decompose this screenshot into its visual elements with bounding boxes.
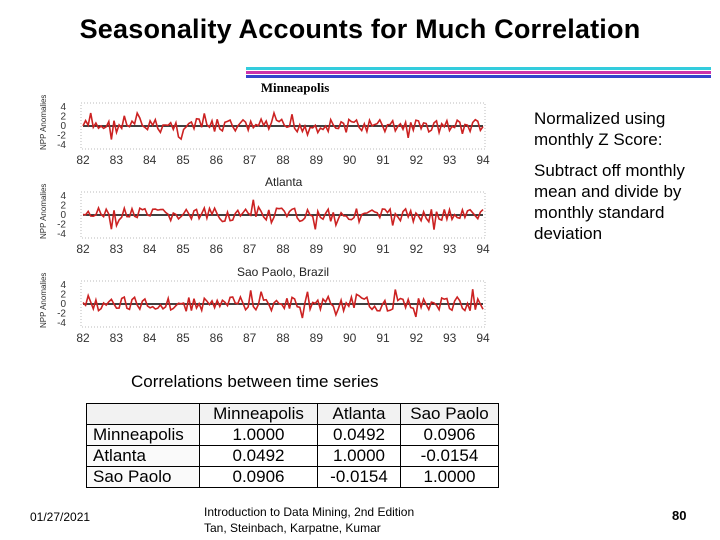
x-tick-label: 84 (142, 153, 157, 167)
x-tick-label: 89 (309, 242, 324, 256)
x-tick-label: 86 (209, 153, 224, 167)
panel-title-sao-paolo: Sao Paolo, Brazil (237, 265, 330, 279)
correlation-caption: Correlations between time series (131, 372, 379, 391)
x-tick-label: 88 (276, 331, 290, 345)
x-tick-label: 89 (309, 153, 324, 167)
x-tick-label: 85 (176, 153, 190, 167)
x-tick-label: 82 (76, 331, 90, 345)
footer-book-info (204, 504, 414, 536)
x-tick-label: 94 (476, 153, 490, 167)
title-rule-magenta (246, 71, 711, 74)
table-cell: -0.0154 (318, 467, 401, 488)
y-tick-label: -2 (57, 308, 66, 320)
normalization-note: Normalized using monthly Z Score: (534, 109, 666, 149)
time-series-plots (36, 95, 506, 350)
x-tick-label: 83 (109, 153, 124, 167)
y-tick-label: 0 (60, 121, 66, 132)
footer-book-authors: Tan, Steinbach, Karpatne, Kumar (204, 521, 381, 535)
title-rule-cyan (246, 67, 711, 70)
table-corner-cell (87, 404, 200, 425)
y-tick-label: -2 (57, 219, 66, 231)
y-tick-label: 4 (60, 102, 66, 113)
table-cell: 1.0000 (200, 425, 318, 446)
panel-title-atlanta: Atlanta (265, 175, 303, 189)
x-tick-label: 85 (176, 331, 190, 345)
x-tick-label: 83 (109, 331, 124, 345)
x-tick-label: 85 (176, 242, 190, 256)
x-tick-label: 94 (476, 331, 490, 345)
column-header: Sao Paolo (401, 404, 499, 425)
x-tick-label: 92 (409, 153, 424, 167)
normalization-method: Subtract off monthly mean and divide by monthly standard deviation (534, 161, 685, 243)
y-tick-label: -4 (57, 318, 66, 329)
footer-book-title: Introduction to Data Mining, 2nd Edition (204, 505, 415, 519)
y-tick-label: 2 (60, 289, 66, 301)
table-row (87, 467, 499, 488)
x-tick-label: 87 (242, 153, 257, 167)
x-tick-label: 88 (276, 153, 290, 167)
x-tick-label: 91 (376, 242, 390, 256)
y-tick-label: 0 (60, 299, 66, 310)
panel-title-minneapolis: Minneapolis (260, 80, 330, 95)
x-tick-label: 93 (442, 153, 457, 167)
page-number: 80 (672, 508, 687, 523)
x-tick-label: 93 (442, 331, 457, 345)
table-cell: 0.0492 (200, 446, 318, 467)
x-tick-label: 82 (76, 153, 90, 167)
title-rule-blue (246, 75, 711, 78)
x-tick-label: 83 (109, 242, 124, 256)
row-header: Minneapolis (87, 425, 200, 446)
y-axis-label: NPP Anomalies (39, 183, 48, 239)
y-tick-label: 0 (60, 210, 66, 221)
x-tick-label: 89 (309, 331, 324, 345)
footer-date: 01/27/2021 (30, 510, 91, 524)
x-tick-label: 82 (76, 242, 90, 256)
y-tick-label: -2 (57, 130, 66, 142)
row-header: Atlanta (87, 446, 200, 467)
slide-title: Seasonality Accounts for Much Correlation (79, 14, 641, 44)
x-tick-label: 91 (376, 153, 390, 167)
table-cell: 0.0906 (200, 467, 318, 488)
y-tick-label: -4 (57, 229, 66, 240)
y-tick-label: -4 (57, 140, 66, 151)
x-tick-label: 84 (142, 242, 157, 256)
x-tick-label: 92 (409, 242, 424, 256)
x-tick-label: 90 (342, 153, 357, 167)
table-row (87, 425, 499, 446)
x-tick-label: 91 (376, 331, 390, 345)
x-tick-label: 84 (142, 331, 157, 345)
row-header: Sao Paolo (87, 467, 200, 488)
table-cell: 1.0000 (401, 467, 499, 488)
table-cell: -0.0154 (401, 446, 499, 467)
x-tick-label: 92 (409, 331, 424, 345)
table-cell: 0.0492 (318, 425, 401, 446)
y-tick-label: 4 (60, 191, 66, 202)
x-tick-label: 94 (476, 242, 490, 256)
table-row (87, 446, 499, 467)
column-header: Atlanta (318, 404, 401, 425)
y-tick-label: 2 (60, 200, 66, 212)
correlation-table (86, 403, 499, 488)
x-tick-label: 90 (342, 242, 357, 256)
x-tick-label: 88 (276, 242, 290, 256)
table-cell: 0.0906 (401, 425, 499, 446)
x-tick-label: 90 (342, 331, 357, 345)
x-tick-label: 93 (442, 242, 457, 256)
x-tick-label: 87 (242, 331, 257, 345)
column-header: Minneapolis (200, 404, 318, 425)
y-tick-label: 2 (60, 111, 66, 123)
x-tick-label: 86 (209, 331, 224, 345)
table-cell: 1.0000 (318, 446, 401, 467)
table-header-row (87, 404, 499, 425)
y-axis-label: NPP Anomalies (39, 272, 48, 328)
y-axis-label: NPP Anomalies (39, 95, 48, 150)
y-tick-label: 4 (60, 280, 66, 291)
x-tick-label: 86 (209, 242, 224, 256)
x-tick-label: 87 (242, 242, 257, 256)
